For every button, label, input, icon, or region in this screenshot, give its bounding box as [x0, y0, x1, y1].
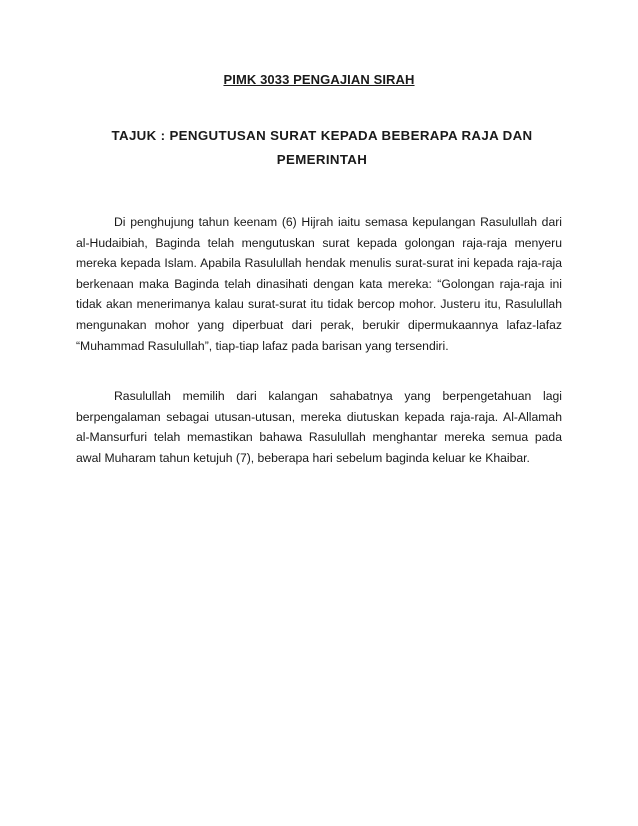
paragraph-2 — [76, 386, 562, 468]
topic-line-1: TAJUK : PENGUTUSAN SURAT KEPADA BEBERAPA RAJA DAN — [111, 128, 533, 143]
topic-line-2: PEMERINTAH — [276, 152, 368, 167]
topic-heading — [82, 124, 562, 172]
paragraph-2-text: Rasulullah memilih dari kalangan sahabatnya yang berpengetahuan lagi berpengalaman sebagai utusan-utusan, mereka diutuskan kepada raja-raja. Al-Allamah al-Mansurfuri telah memastikan bahawa Rasulullah menghantar mereka semua pada awal Muharam tahun ketujuh (7), beberapa hari sebelum baginda keluar ke Khaibar. — [76, 389, 562, 465]
paragraph-1-text: Di penghujung tahun keenam (6) Hijrah iaitu semasa kepulangan Rasulullah dari al-Hudaibiah, Baginda telah mengutuskan surat kepada golongan raja-raja menyeru mereka kepada Islam. Apabila Rasulullah hendak menulis surat-surat ini kepada raja-raja berkenaan maka Baginda telah dinasihati dengan kata mereka: “Golongan raja-raja ini tidak akan menerimanya kalau surat-surat itu tidak bercop mohor. Justeru itu, Rasulullah mengunakan mohor yang diperbuat dari perak, berukir dipermukaannya lafaz-lafaz “Muhammad Rasulullah”, tiap-tiap lafaz pada barisan yang tersendiri. — [76, 215, 562, 353]
paragraph-1 — [76, 212, 562, 356]
course-title: PIMK 3033 PENGAJIAN SIRAH — [223, 72, 415, 87]
